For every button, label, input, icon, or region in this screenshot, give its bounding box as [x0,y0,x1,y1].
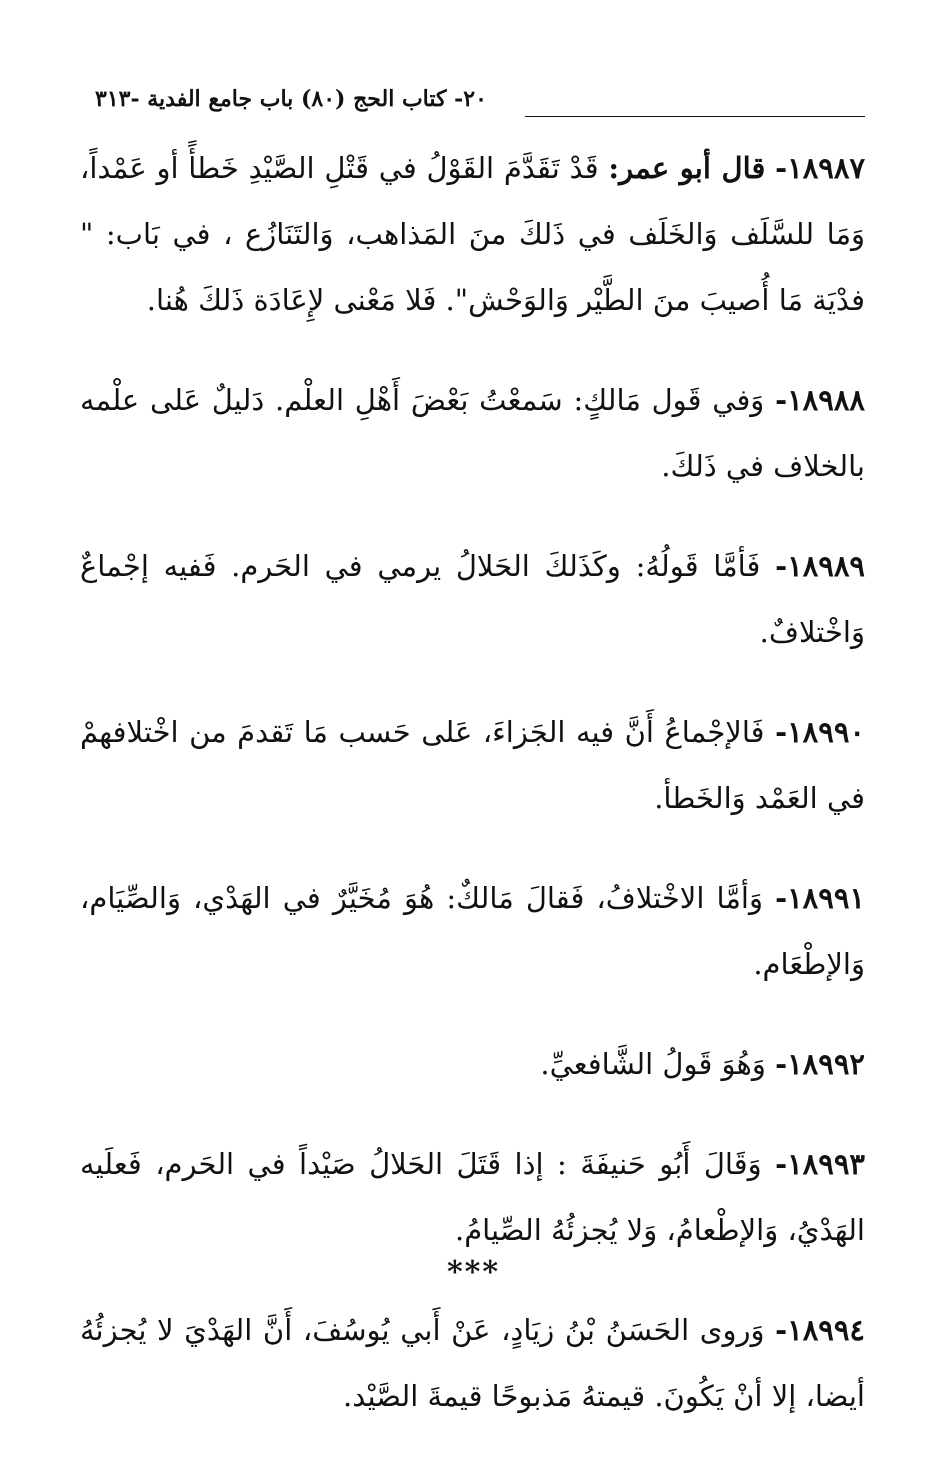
paragraph-number: ١٨٩٩٠- [775,715,865,749]
paragraph-number: ١٨٩٨٩- [775,549,866,583]
paragraph-18993 [80,1131,865,1263]
paragraph-text: وَروى الحَسَنُ بْنُ زيَادٍ، عَنْ أَبي يُوسُفَ، أَنَّ الهَدْيَ لا يُجزئُهُ أيضا، إلا أنْ يَكُونَ. قيمتهُ مَذبوحًا قيمةَ الصَّيْد. [80,1313,865,1413]
paragraph-18994 [80,1297,865,1429]
paragraph-number: ١٨٩٨٧- [775,151,866,185]
paragraph-18991 [80,865,865,997]
running-header [95,78,865,118]
paragraph-number: ١٨٩٩٣- [775,1147,865,1181]
paragraph-text: فَأمَّا قَولُهُ: وكَذَلكَ الحَلالُ يرمي في الحَرم. فَفيه إجْماعٌ وَاخْتلافٌ. [80,549,865,649]
paragraph-number: ١٨٩٨٨- [775,383,865,417]
paragraph-text: فَالإجْماعُ أَنَّ فيه الجَزاءَ، عَلى حَسب مَا تَقدمَ من اخْتلافهمْ في العَمْد وَالخَطأ. [80,715,865,815]
speaker-label: قال أبو عمر: [608,151,766,185]
paragraph-text: وَفي قَول مَالكٍ: سَمعْتُ بَعْضَ أَهْلِ العلْم. دَليلٌ عَلى علْمه بالخلاف في ذَلكَ. [80,383,865,483]
paragraph-18988 [80,367,865,499]
running-title: ٢٠- كتاب الحج (٨٠) باب جامع الفدية -٣١٣ [95,86,487,112]
paragraph-text: وَهُوَ قَولُ الشَّافعيِّ. [540,1047,766,1081]
paragraph-18987 [80,135,865,333]
paragraph-18992 [80,1031,865,1097]
paragraph-18989 [80,533,865,665]
paragraph-text: قَدْ تَقَدَّمَ القَوْلُ في قَتْلِ الصَّيْدِ خَطأً أو عَمْداً، وَمَا للسَّلَف وَالخَلَف في ذَلكَ منَ المَذاهب، وَالتَنَازُع ، في بَاب: " فدْيَة مَا أُصيبَ منَ الطَّيْر وَالوَحْش". فَلا مَعْنى لإِعَادَة ذَلكَ هُنا. [80,151,865,317]
paragraph-text: وَقَالَ أَبُو حَنيفَةَ : إذا قَتَلَ الحَلالُ صَيْداً في الحَرم، فَعلَيه الهَدْيُ، وَالإطْعامُ، وَلا يُجزئُهُ الصِّيامُ. [80,1147,865,1247]
section-separator: *** [446,1255,501,1290]
paragraph-number: ١٨٩٩٢- [775,1047,865,1081]
paragraph-number: ١٨٩٩٤- [775,1313,866,1347]
header-rule [525,116,865,117]
paragraph-18990 [80,699,865,831]
paragraph-text: وَأمَّا الاخْتلافُ، فَقالَ مَالكٌ: هُوَ مُخَيَّرٌ في الهَدْي، وَالصِّيَام، وَالإطْعَام. [80,881,865,981]
paragraph-number: ١٨٩٩١- [775,881,865,915]
